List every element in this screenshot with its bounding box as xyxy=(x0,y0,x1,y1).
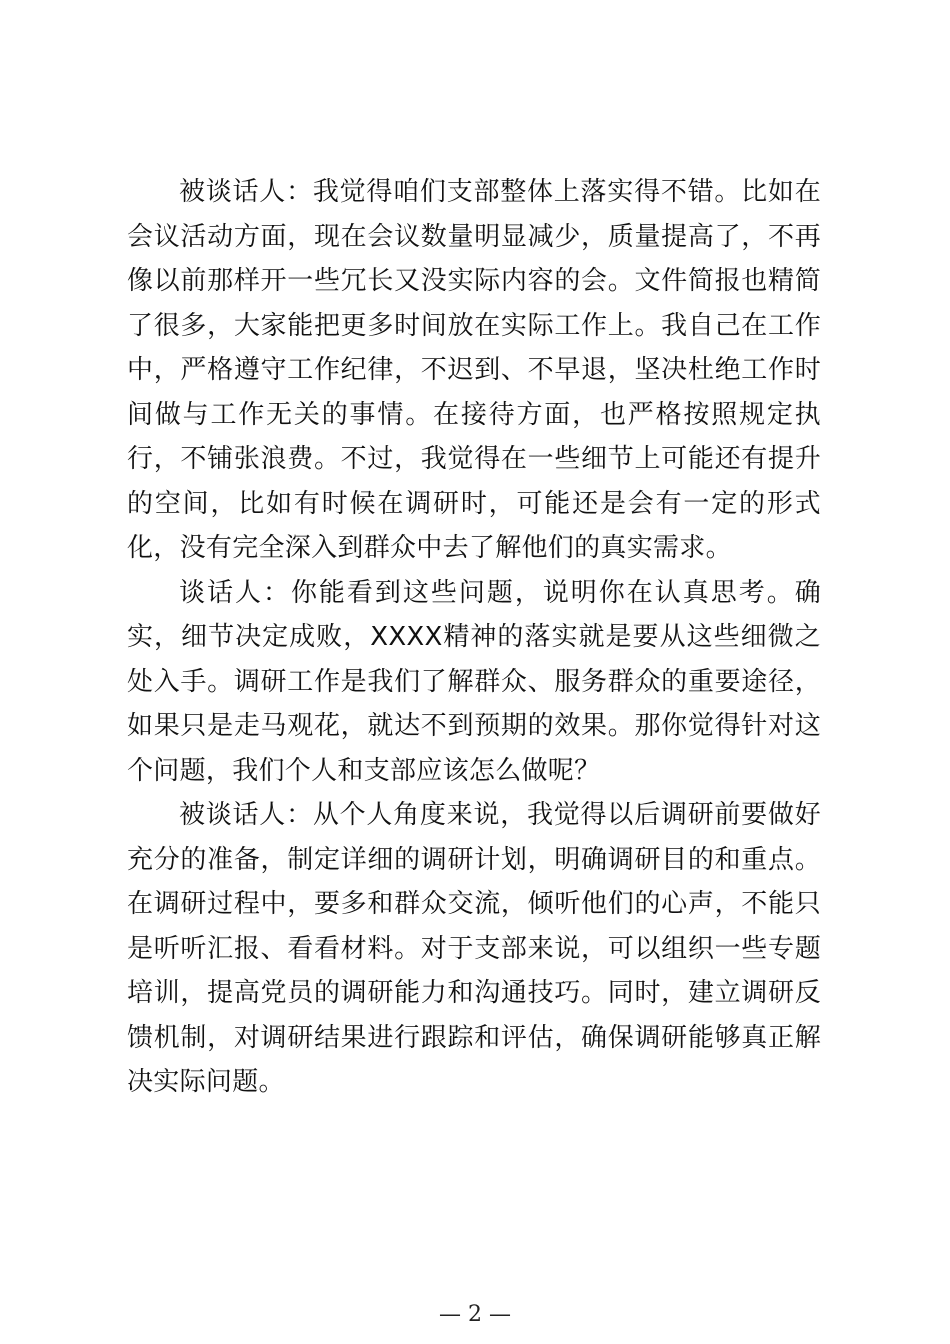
page-number: — 2 — xyxy=(439,1302,511,1327)
paragraph-interviewer: 谈话人：你能看到这些问题，说明你在认真思考。确实，细节决定成败，XXXX精神的落实就是要从这些细微之处入手。调研工作是我们了解群众、服务群众的重要途径，如果只是走马观花，就达不到预期的效果。那你觉得针对这个问题，我们个人和支部应该怎么做呢？ xyxy=(127,577,821,786)
paragraph-interviewee-1: 被谈话人：我觉得咱们支部整体上落实得不错。比如在会议活动方面，现在会议数量明显减少，质量提高了，不再像以前那样开一些冗长又没实际内容的会。文件简报也精简了很多，大家能把更多时间放在实际工作上。我自己在工作中，严格遵守工作纪律，不迟到、不早退，坚决杜绝工作时间做与工作无关的事情。在接待方面，也严格按照规定执行，不铺张浪费。不过，我觉得在一些细节上可能还有提升的空间，比如有时候在调研时，可能还是会有一定的形式化，没有完全深入到群众中去了解他们的真实需求。 xyxy=(127,177,821,563)
document-body xyxy=(127,170,821,1105)
paragraph-interviewee-2: 被谈话人：从个人角度来说，我觉得以后调研前要做好充分的准备，制定详细的调研计划，明确调研目的和重点。在调研过程中，要多和群众交流，倾听他们的心声，不能只是听听汇报、看看材料。对于支部来说，可以组织一些专题培训，提高党员的调研能力和沟通技巧。同时，建立调研反馈机制，对调研结果进行跟踪和评估，确保调研能够真正解决实际问题。 xyxy=(127,800,821,1097)
